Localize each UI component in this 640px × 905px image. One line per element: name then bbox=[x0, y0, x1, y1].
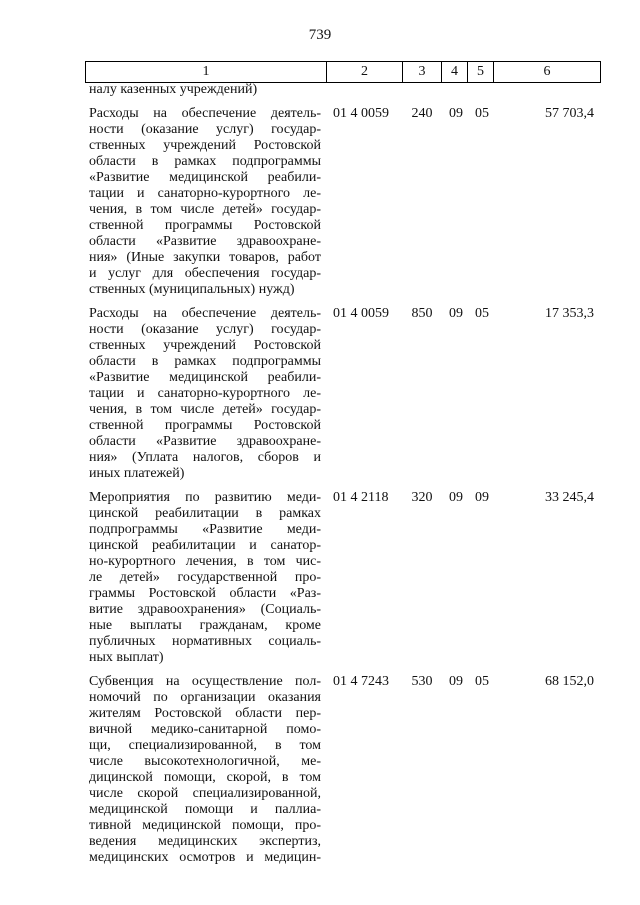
column-header-4: 4 bbox=[442, 62, 468, 83]
column-header-1: 1 bbox=[86, 62, 327, 83]
description-line: медицинских осмотров и медицин- bbox=[89, 850, 321, 865]
amount-value: 68 152,0 bbox=[545, 674, 594, 689]
description-line: ственных (муниципальных) нужд) bbox=[89, 282, 295, 297]
column-header-table bbox=[85, 61, 601, 83]
description-line: цинской реабилитации в рамках bbox=[89, 506, 321, 521]
subsection-code: 05 bbox=[475, 106, 489, 121]
section-code: 09 bbox=[449, 490, 463, 505]
description-line: ности (оказание услуг) государ- bbox=[89, 322, 321, 337]
expense-description bbox=[89, 306, 321, 482]
target-article-code: 01 4 0059 bbox=[333, 306, 389, 321]
expense-description bbox=[89, 674, 321, 866]
expense-description bbox=[89, 106, 321, 298]
section-code: 09 bbox=[449, 306, 463, 321]
section-code: 09 bbox=[449, 106, 463, 121]
description-line: но-курортного лечения, в том чис- bbox=[89, 554, 321, 569]
subsection-code: 05 bbox=[475, 306, 489, 321]
description-line: тивной медицинской помощи, про- bbox=[89, 818, 321, 833]
description-line: ности (оказание услуг) государ- bbox=[89, 122, 321, 137]
description-line: витие здравоохранения» (Социаль- bbox=[89, 602, 321, 617]
description-line: тации и санаторно-курортного ле- bbox=[89, 186, 321, 201]
table-row bbox=[85, 306, 600, 482]
table-body bbox=[85, 82, 600, 866]
page-number: 739 bbox=[308, 27, 332, 43]
description-line: ственной программы Ростовской bbox=[89, 218, 321, 233]
description-line: ния» (Уплата налогов, сборов и bbox=[89, 450, 321, 465]
description-line: ле детей» государственной про- bbox=[89, 570, 321, 585]
description-line: иных платежей) bbox=[89, 466, 185, 481]
table-row bbox=[85, 674, 600, 866]
description-line: ведения медицинских экспертиз, bbox=[89, 834, 321, 849]
amount-value: 57 703,4 bbox=[545, 106, 594, 121]
amount-value: 17 353,3 bbox=[545, 306, 594, 321]
column-header-3: 3 bbox=[403, 62, 442, 83]
table-row bbox=[85, 490, 600, 666]
column-header-6: 6 bbox=[494, 62, 601, 83]
target-article-code: 01 4 2118 bbox=[333, 490, 389, 505]
description-line: жителям Ростовской области пер- bbox=[89, 706, 321, 721]
expense-type-code: 320 bbox=[411, 490, 433, 505]
description-line: ные выплаты гражданам, кроме bbox=[89, 618, 321, 633]
expense-type-code: 530 bbox=[411, 674, 433, 689]
column-header-5: 5 bbox=[468, 62, 494, 83]
description-line: ных выплат) bbox=[89, 650, 164, 665]
description-line: ния» (Иные закупки товаров, работ bbox=[89, 250, 321, 265]
description-line: цинской реабилитации и санатор- bbox=[89, 538, 321, 553]
description-line: ственных учреждений Ростовской bbox=[89, 338, 321, 353]
description-line: чения, в том числе детей» государ- bbox=[89, 202, 321, 217]
description-line: тации и санаторно-курортного ле- bbox=[89, 386, 321, 401]
target-article-code: 01 4 7243 bbox=[333, 674, 389, 689]
description-line: области в рамках подпрограммы bbox=[89, 154, 321, 169]
description-line: медицинской помощи и паллиа- bbox=[89, 802, 321, 817]
description-line: и услуг для обеспечения государ- bbox=[89, 266, 321, 281]
description-line: области в рамках подпрограммы bbox=[89, 354, 321, 369]
description-line: чения, в том числе детей» государ- bbox=[89, 402, 321, 417]
description-line: вичной медико-санитарной помо- bbox=[89, 722, 321, 737]
description-line: щи, специализированной, в том bbox=[89, 738, 321, 753]
column-header-2: 2 bbox=[327, 62, 403, 83]
description-line: ственных учреждений Ростовской bbox=[89, 138, 321, 153]
description-line: дицинской помощи, скорой, в том bbox=[89, 770, 321, 785]
description-line: области «Развитие здравоохране- bbox=[89, 434, 321, 449]
expense-type-code: 240 bbox=[411, 106, 433, 121]
description-line: Расходы на обеспечение деятель- bbox=[89, 106, 321, 121]
expense-type-code: 850 bbox=[411, 306, 433, 321]
description-line: числе высокотехнологичной, ме- bbox=[89, 754, 321, 769]
description-line: подпрограммы «Развитие меди- bbox=[89, 522, 321, 537]
description-line: Расходы на обеспечение деятель- bbox=[89, 306, 321, 321]
description-line: «Развитие медицинской реабили- bbox=[89, 370, 321, 385]
column-header-row bbox=[86, 62, 601, 83]
description-line: граммы Ростовской области «Раз- bbox=[89, 586, 321, 601]
description-line: «Развитие медицинской реабили- bbox=[89, 170, 321, 185]
description-line: числе скорой специализированной, bbox=[89, 786, 321, 801]
target-article-code: 01 4 0059 bbox=[333, 106, 389, 121]
description-line: области «Развитие здравоохране- bbox=[89, 234, 321, 249]
expense-description bbox=[89, 490, 321, 666]
description-line: Мероприятия по развитию меди- bbox=[89, 490, 321, 505]
continuation-text: налу казенных учреждений) bbox=[89, 82, 258, 97]
amount-value: 33 245,4 bbox=[545, 490, 594, 505]
description-line: номочий по организации оказания bbox=[89, 690, 321, 705]
subsection-code: 09 bbox=[475, 490, 489, 505]
section-code: 09 bbox=[449, 674, 463, 689]
table-row bbox=[85, 106, 600, 298]
description-line: ственной программы Ростовской bbox=[89, 418, 321, 433]
description-line: публичных нормативных социаль- bbox=[89, 634, 321, 649]
subsection-code: 05 bbox=[475, 674, 489, 689]
description-line: Субвенция на осуществление пол- bbox=[89, 674, 321, 689]
